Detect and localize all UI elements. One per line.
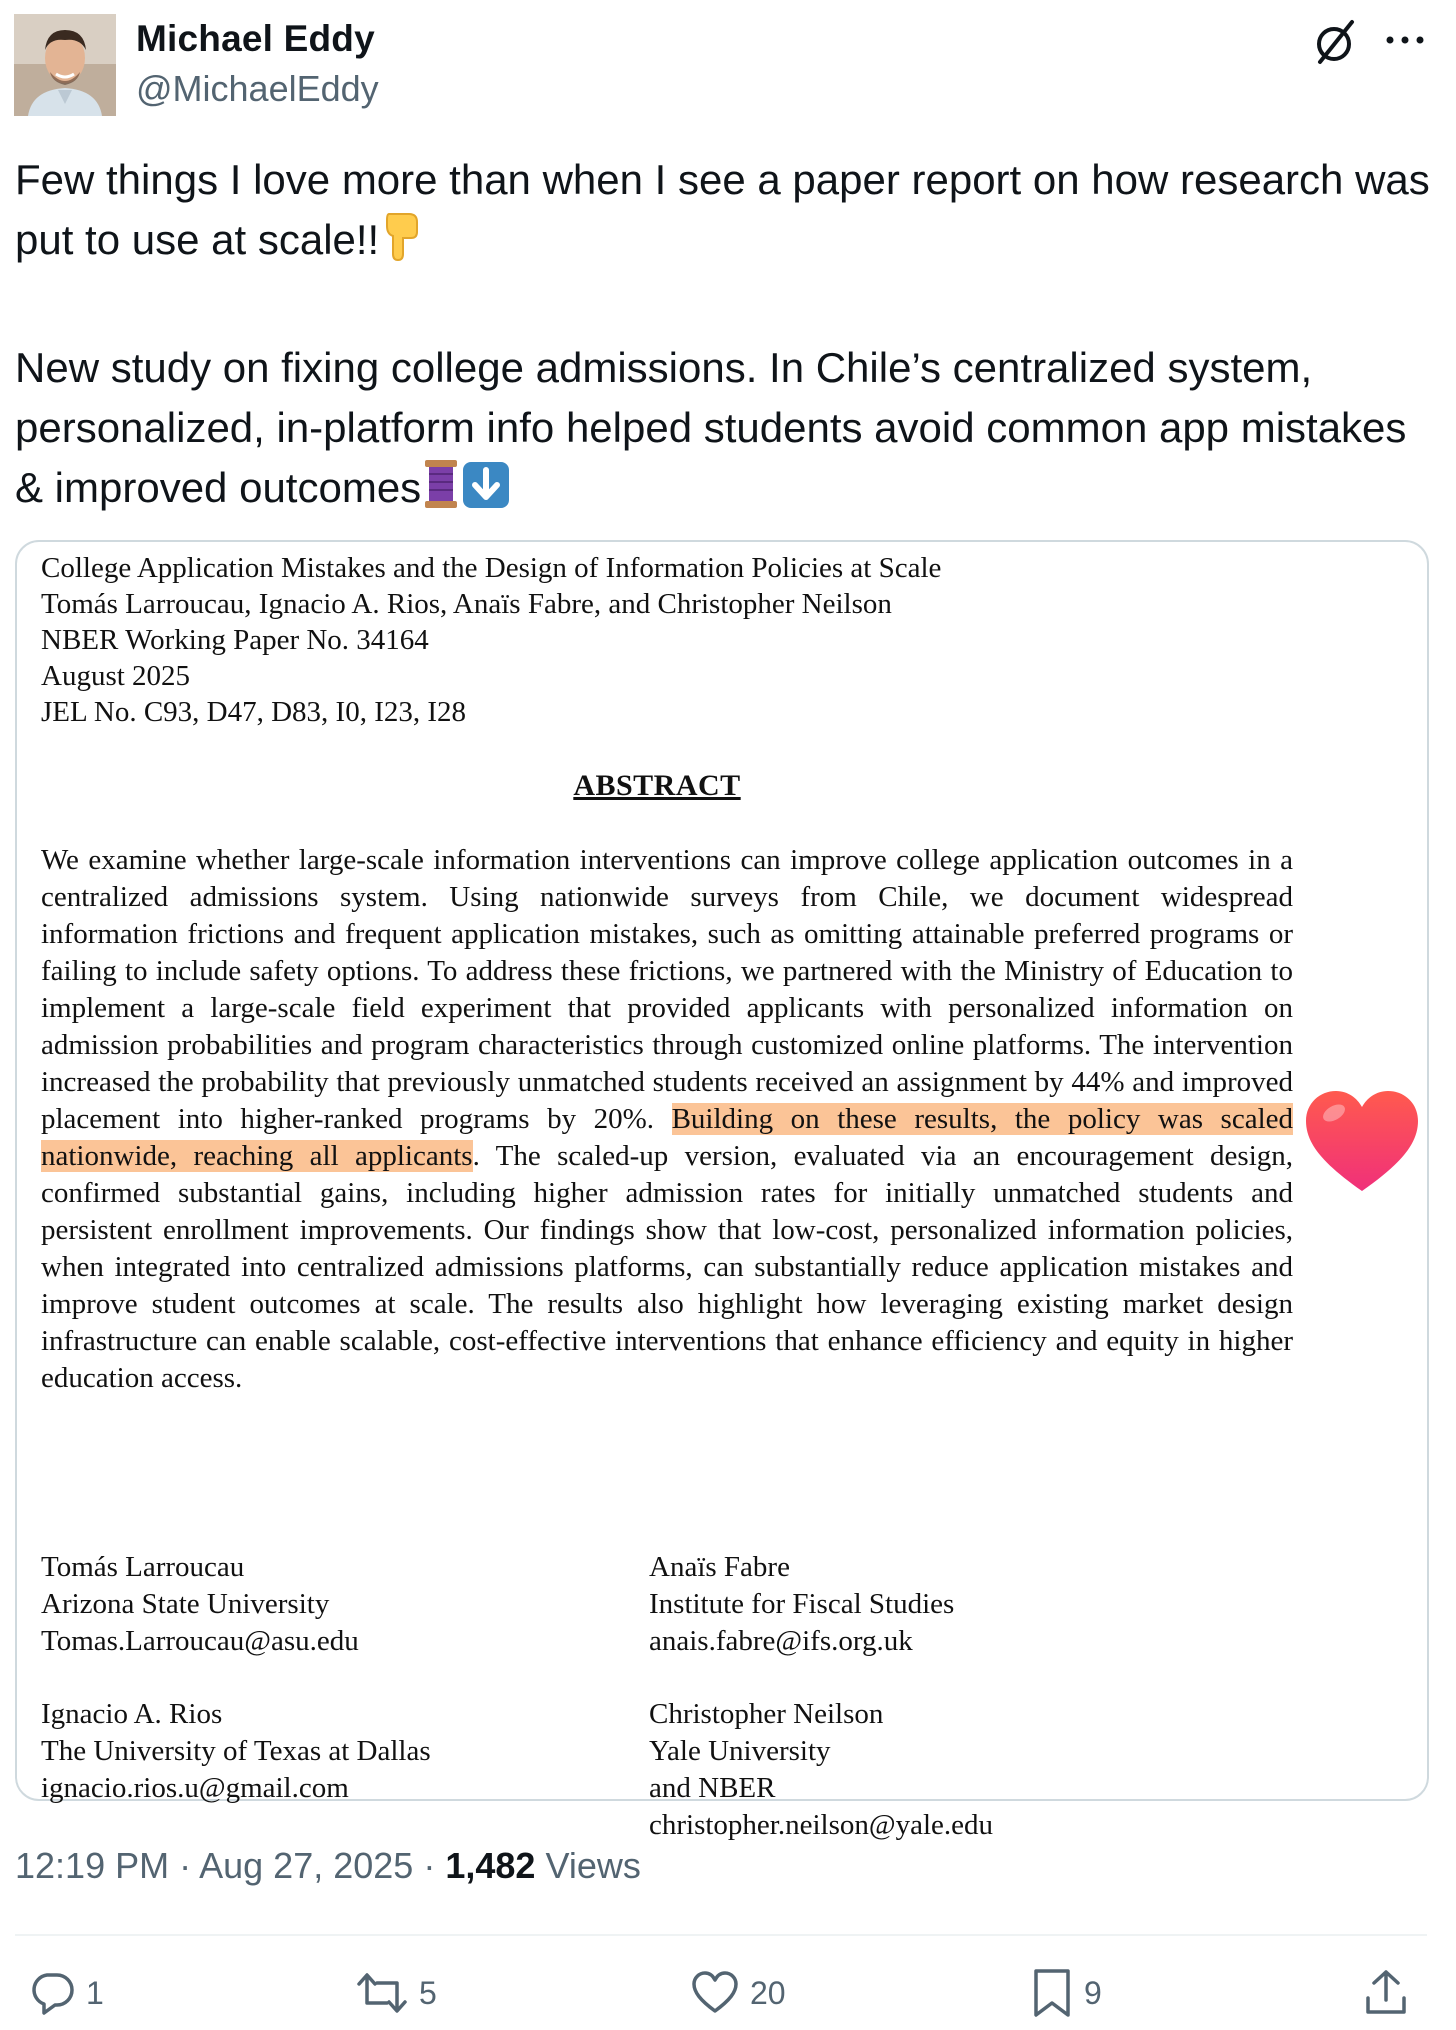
- affiliation-institution: Arizona State University: [41, 1588, 330, 1620]
- affiliation-name: Anaïs Fabre: [649, 1551, 790, 1583]
- like-button[interactable]: [690, 1965, 786, 2021]
- affiliation-name: Tomás Larroucau: [41, 1551, 245, 1583]
- down-arrow-emoji: [461, 460, 511, 526]
- paper-image-card[interactable]: [15, 540, 1429, 1841]
- paper-metadata: [41, 550, 941, 730]
- tweet-line-2: New study on fixing college admissions. In Chile’s centralized system, personalized, in-platform info helped students avoid common app mistakes & improved outcomes: [15, 344, 1419, 511]
- author-name[interactable]: Michael Eddy: [136, 18, 375, 59]
- reply-icon: [28, 1969, 76, 2017]
- affiliation-email: christopher.neilson@yale.edu: [649, 1809, 994, 1841]
- post-time[interactable]: 12:19 PM: [15, 1845, 170, 1886]
- views-label: Views: [545, 1845, 641, 1886]
- bookmark-icon: [1030, 1967, 1074, 2019]
- paper-date: August 2025: [41, 660, 191, 692]
- bookmark-button[interactable]: [1030, 1965, 1102, 2021]
- thread-spool-emoji: [421, 458, 461, 526]
- tweet-timestamp: [15, 1845, 641, 1887]
- affiliation-email: anais.fabre@ifs.org.uk: [649, 1625, 913, 1657]
- views-count: 1,482: [445, 1845, 536, 1886]
- paper-series: NBER Working Paper No. 34164: [41, 624, 429, 656]
- affiliation-institution-2: and NBER: [649, 1772, 776, 1804]
- tweet-line-1: Few things I love more than when I see a paper report on how research was put to use at scale!!: [15, 156, 1442, 263]
- affiliation-institution: Institute for Fiscal Studies: [649, 1588, 955, 1620]
- affiliation-institution: The University of Texas at Dallas: [41, 1735, 431, 1767]
- reply-count: 1: [86, 1974, 104, 2011]
- affiliation-email: ignacio.rios.u@gmail.com: [41, 1772, 349, 1804]
- affiliation-1: [41, 1549, 359, 1660]
- post-date[interactable]: Aug 27, 2025: [199, 1845, 414, 1886]
- tweet-text: [15, 150, 1442, 526]
- paper-jel: JEL No. C93, D47, D83, I0, I23, I28: [41, 696, 467, 728]
- avatar-photo: [14, 14, 116, 116]
- repost-count: 5: [419, 1974, 437, 2011]
- author-handle[interactable]: @MichaelEddy: [136, 68, 379, 109]
- separator: ·: [423, 1845, 436, 1886]
- affiliation-institution: Yale University: [649, 1735, 831, 1767]
- heart-icon: [1302, 1087, 1422, 1197]
- bookmark-count: 9: [1084, 1974, 1102, 2011]
- affiliation-email: Tomas.Larroucau@asu.edu: [41, 1625, 359, 1657]
- share-button[interactable]: [1362, 1965, 1410, 2021]
- affiliation-3: [41, 1696, 431, 1807]
- paper-title: College Application Mistakes and the Design of Information Policies at Scale: [41, 552, 942, 584]
- like-icon: [690, 1969, 740, 2017]
- pointing-down-emoji: [379, 210, 423, 278]
- abstract-part-2: . The scaled-up version, evaluated via an encouragement design, confirmed substantial gains, including higher admission rates for initially unmatched students and persistent enrollment improvements. Our findings show that low-cost, personalized information policies, when integrated into centralized admissions platforms, can substantially reduce application mistakes and improve student outcomes at scale. The results also highlight how leveraging existing market design infrastructure can enable scalable, cost-effective interventions that enhance efficiency and equity in higher education access.: [41, 1140, 1293, 1394]
- affiliation-2: [649, 1549, 954, 1660]
- divider: [15, 1934, 1427, 1936]
- avatar[interactable]: [14, 14, 116, 116]
- repost-icon: [355, 1969, 409, 2017]
- abstract-text: [41, 842, 1293, 1397]
- affiliation-name: Ignacio A. Rios: [41, 1698, 223, 1730]
- separator: ·: [179, 1845, 192, 1886]
- abstract-highlight: Building on these results, the policy was scaled nationwide, reaching all applicants: [41, 1103, 1293, 1172]
- reply-button[interactable]: [28, 1965, 104, 2021]
- affiliation-4: [649, 1696, 993, 1844]
- paper-authors: Tomás Larroucau, Ignacio A. Rios, Anaïs Fabre, and Christopher Neilson: [41, 588, 892, 620]
- repost-button[interactable]: [355, 1965, 437, 2021]
- like-count: 20: [750, 1974, 786, 2011]
- grok-icon[interactable]: [1310, 16, 1362, 68]
- share-icon: [1362, 1968, 1410, 2018]
- abstract-heading: ABSTRACT: [573, 769, 741, 802]
- affiliation-name: Christopher Neilson: [649, 1698, 884, 1730]
- abstract-part-1: We examine whether large-scale information interventions can improve college application outcomes in a centralized admissions system. Using nationwide surveys from Chile, we document widespread information frictions and frequent application mistakes, such as omitting attainable preferred programs or failing to include safety options. To address these frictions, we partnered with the Ministry of Education to implement a large-scale field experiment that provided applicants with personalized information on admission probabilities and program characteristics through customized online platforms. The intervention increased the probability that previously unmatched students received an assignment by 44% and improved placement into higher-ranked programs by 20%.: [41, 844, 1293, 1135]
- more-options-icon[interactable]: [1380, 22, 1430, 62]
